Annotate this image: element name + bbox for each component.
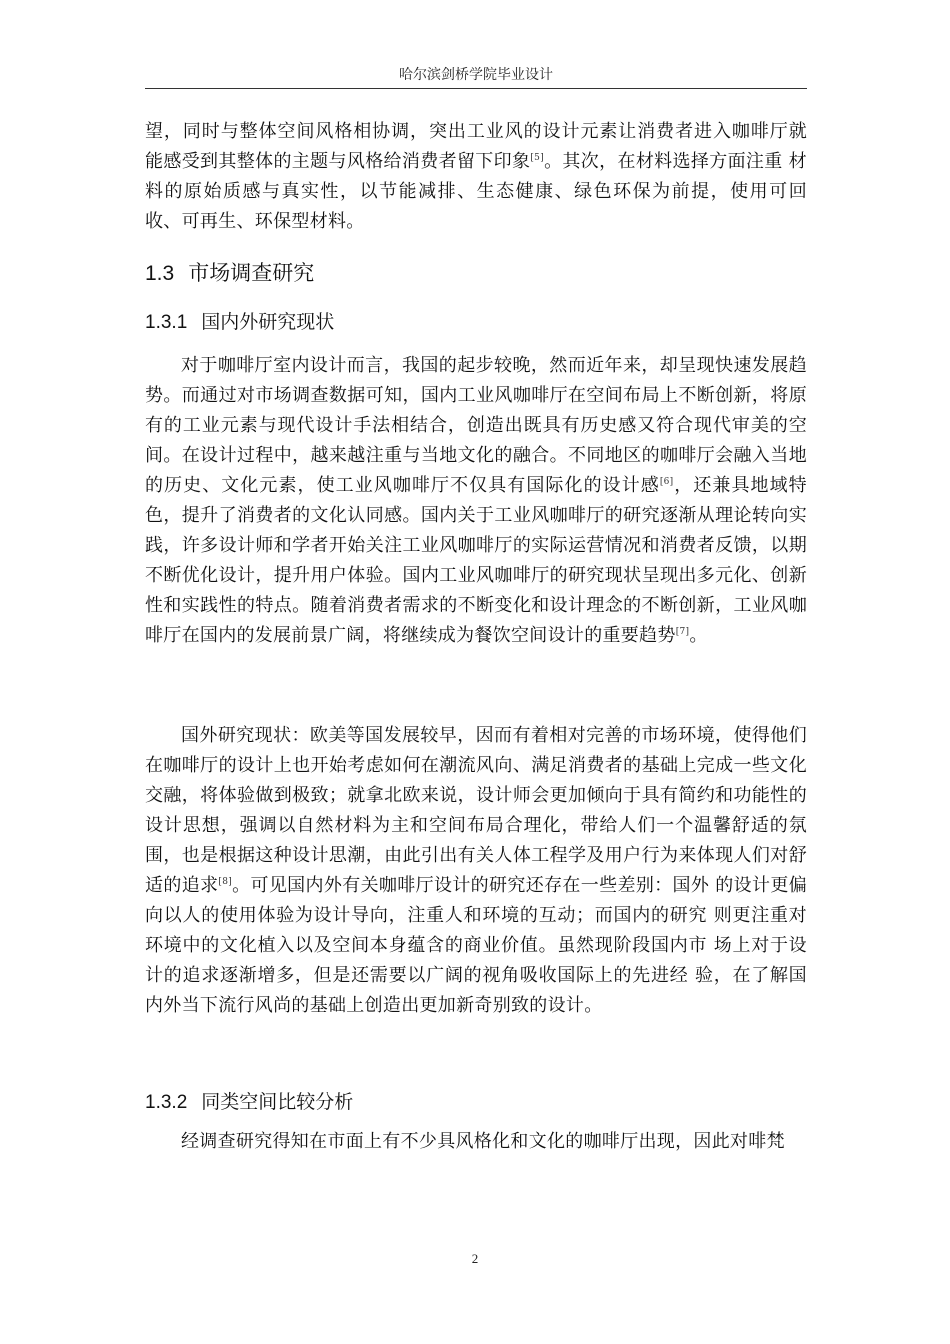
section-number: 1.3.2	[145, 1092, 188, 1113]
section-number: 1.3.1	[145, 312, 188, 333]
paragraph-text: 国外研究现状：欧美等国发展较早，因而有着相对完善的市场环境，使得他们在咖啡厅的设计上也开始考虑如何在潮流风向、满足消费者的基础上完成一些文化交融，将体验做到极致；就拿北欧来说，设计师会更加倾向于具有简约和功能性的设计思想，强调以自然材料为主和空间布局合理化，带给人们一个温馨舒适的氛围，也是根据这种设计思潮，由此引出有关人体工程学及用户行为来体现人们对舒适的追求	[145, 725, 807, 896]
header-divider	[145, 88, 807, 89]
citation-ref: [8]	[218, 877, 233, 887]
paragraph-text: 。其次，在材料选择方面注重 材料的原始质感与真实性，以节能减排、生态健康、绿色环保为前提，使用可回 收、可再生、环保型材料。	[145, 151, 807, 232]
citation-ref: [6]	[659, 477, 674, 487]
citation-ref: [5]	[530, 153, 545, 163]
paragraph-text: 经调查研究得知在市面上有不少具风格化和文化的咖啡厅出现，因此对啡梵	[181, 1131, 785, 1152]
paragraph-text: 望，同时与整体空间风格相协调，突出工业风的设计元素让消费者进入咖啡厅就 能感受到其整体的主题与风格给消费者留下印象	[145, 121, 807, 172]
citation-ref: [7]	[675, 627, 690, 637]
section-number: 1.3	[145, 262, 175, 285]
paragraph-text: 。可见国内外有关咖啡厅设计的研究还存在一些差别：国外 的设计更偏向以人的使用体验为设计导向，注重人和环境的互动；而国内的研究 则更注重对环境中的文化植入以及空间本身蕴含的商业价值。虽然现阶段国内市 场上对于设计的追求逐渐增多，但是还需要以广阔的视角吸收国际上的先进经 验，在了解国内外当下流行风尚的基础上创造出更加新奇别致的设计。	[145, 875, 807, 1016]
page-number: 2	[471, 1251, 479, 1266]
section-title: 国内外研究现状	[201, 311, 335, 333]
section-heading-1-3-1	[145, 309, 334, 336]
section-heading-1-3-2	[145, 1089, 353, 1116]
paragraph-foreign-research	[145, 721, 807, 1021]
running-header: 哈尔滨剑桥学院毕业设计	[399, 67, 553, 83]
section-heading-1-3	[145, 259, 314, 288]
paragraph-intro	[145, 117, 807, 237]
section-title: 同类空间比较分析	[201, 1091, 354, 1113]
paragraph-comparison	[145, 1127, 807, 1157]
paragraph-text: 。	[689, 625, 708, 646]
paragraph-text: ，还兼具地域特色，提升了消费者的文化认同感。国内关于工业风咖啡厅的研究逐渐从理论转向实践，许多设计师和学者开始关注工业风咖啡厅的实际运营情况和消费者反馈，以期不断优化设计，提升用户体验。国内工业风咖啡厅的研究现状呈现出多元化、创新性和实践性的特点。随着消费者需求的不断变化和设计理念的不断创新，工业风咖啡厅在国内的发展前景广阔，将继续成为餐饮空间设计的重要趋势	[145, 475, 807, 646]
section-title: 市场调查研究	[188, 261, 315, 285]
paragraph-text: 对于咖啡厅室内设计而言，我国的起步较晚，然而近年来，却呈现快速发展趋势。而通过对市场调查数据可知，国内工业风咖啡厅在空间布局上不断创新，将原有的工业元素与现代设计手法相结合，创造出既具有历史感又符合现代审美的空间。在设计过程中，越来越注重与当地文化的融合。不同地区的咖啡厅会融入当地的历史、文化元素，使工业风咖啡厅不仅具有国际化的设计感	[145, 355, 807, 496]
paragraph-domestic-research	[145, 351, 807, 651]
